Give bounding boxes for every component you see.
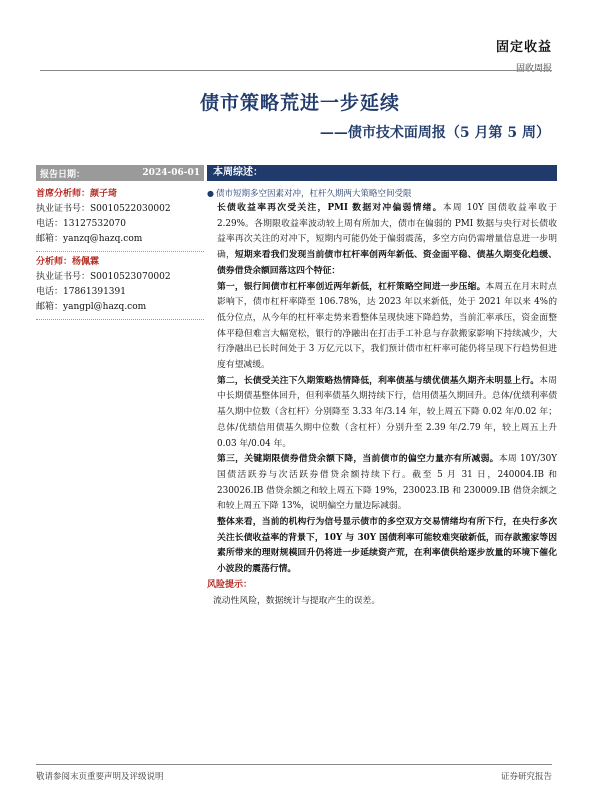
paragraph (217, 201, 557, 280)
paragraph (217, 515, 557, 578)
paragraph-lead: 第一，银行间债市杠杆率创近两年新低，杠杆策略空间进一步压缩。 (217, 281, 486, 292)
summary-line (207, 187, 557, 201)
paragraph-text: 本周 10Y 国债收益率收于 2.29%。各期限收益率波动较上周有所加大，债市在偏弱的 PMI 数据与央行对长债收益率再次关注的对冲下，短期内可能仍处于偏弱震荡，多空方向仍需增量信息进一步明确， (217, 203, 557, 261)
section-title: 本周综述： (207, 165, 557, 181)
analyst-cert: 执业证书号：S0010523070002 (36, 272, 171, 282)
paragraph-lead: 第三，关键期限债券借贷余额下降，当前债市的偏空力量亦有所减弱。 (217, 454, 499, 465)
report-date-bar (36, 165, 204, 181)
report-type: 固收周报 (515, 64, 552, 74)
footer-label: 证券研究报告 (500, 772, 552, 782)
report-subtitle: ——债市技术面周报（5 月第 5 周） (319, 125, 550, 141)
analyst-card (36, 187, 204, 252)
report-title: 债市策略荒进一步延续 (199, 92, 400, 114)
analyst-phone: 电话：17861391391 (36, 287, 126, 297)
paragraph-lead: 第二，长债受关注下久期策略热情降低，利率债基与绩优债基久期齐未明显上行。 (217, 375, 540, 386)
bullet-icon: ● (207, 189, 214, 198)
report-date: 2024-06-01 (142, 168, 200, 178)
paragraph-lead: 长债收益率再次受关注，PMI 数据对冲偏弱情绪。 (217, 203, 443, 213)
paragraph-text: 本周 10Y/30Y 国债活跃券与次活跃券借贷余额持续下行。截至 5 月 31 日，240004.IB 和 230026.IB 借贷余额之和较上周五下降 19%，230023.IB 和 230009.IB 借贷余额之和较上周五下降 13%，说明偏空力量边际减弱。 (217, 454, 557, 512)
sidebar (36, 165, 204, 320)
summary-text: 债市短期多空因素对冲，杠杆久期两大策略空间受限 (215, 189, 412, 199)
report-date-label: 报告日期： (40, 169, 86, 180)
main-content (207, 165, 557, 610)
body-text (207, 201, 557, 578)
paragraph (217, 280, 557, 374)
risk-title: 风险提示： (207, 579, 253, 590)
footer-divider (36, 764, 552, 765)
paragraph (217, 374, 557, 453)
report-category: 固定收益 (495, 40, 552, 55)
analyst-role: 分析师：杨佩霖 (36, 257, 100, 267)
header-divider (40, 70, 552, 71)
analyst-role: 首席分析师：颜子琦 (36, 189, 118, 199)
paragraph-text: 本周中长期债基整体回升，但利率债基久期持续下行，信用债基久期回升。总体/优绩利率债基久期中位数（含杠杆）分别降至 3.33 年/3.14 年，较上周五下降 0.02 年/0.02 年；总体/优绩信用债基久期中位数（含杠杆）分别升至 2.39 年/2.79 年，较上周五上升 0.03 年/0.04 年。 (217, 375, 557, 449)
paragraph-text: 本周五在月末时点影响下，债市杠杆率降至 106.78%，达 2023 年以来新低，处于 2021 年以来 4%的低分位点，从今年的杠杆率走势来看整体呈现快速下降趋势，当前汇率承压，资金面整体平稳但难言大幅宽松，银行的净融出在打击手工补息与存款搬家影响下持续减少，大行净融出已长时间处于 3 万亿元以下，我们预计债市杠杆率可能仍将呈现下行趋势但进度有望减缓。 (217, 281, 557, 371)
paragraph-conclusion: 整体来看，当前的机构行为信号显示债市的多空双方交易情绪均有所下行，在央行多次关注长债收益率的背景下，10Y 与 30Y 国债利率可能较难突破新低，而存款搬家等因素所带来的理财规模回升仍将进一步延续资产荒，在利率债供给逐步放量的环境下催化小波段的震荡行情。 (217, 517, 557, 575)
analyst-card (36, 255, 204, 320)
analyst-email[interactable]: 邮箱：yanzq@hazq.com (36, 234, 143, 244)
analyst-phone: 电话：13127532070 (36, 219, 126, 229)
footer-disclaimer: 敬请参阅末页重要声明及评级说明 (36, 772, 164, 782)
risk-text: 流动性风险，数据统计与提取产生的误差。 (213, 595, 381, 606)
analyst-cert: 执业证书号：S0010522030002 (36, 204, 171, 214)
paragraph (217, 452, 557, 515)
paragraph-tail: 短期来看我们发现当前债市杠杆率创两年新低、资金面平稳、债基久期变化趋缓、债券借贷余额回落这四个特征： (217, 250, 557, 276)
analyst-email[interactable]: 邮箱：yangpl@hazq.com (36, 302, 147, 312)
header (496, 36, 552, 74)
